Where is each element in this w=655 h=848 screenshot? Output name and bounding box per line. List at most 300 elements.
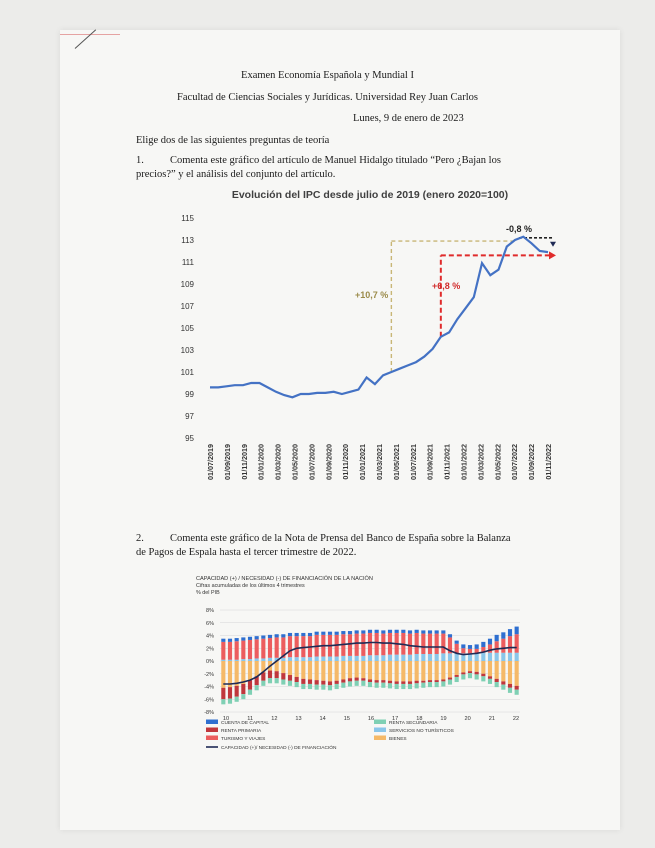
bde-bar-segment [481,674,485,677]
bde-bar-segment [495,661,499,679]
ipc-ytick-label: 99 [185,390,194,399]
bde-bar-segment [428,661,432,680]
ipc-series-line [210,237,548,398]
bde-bar-segment [381,683,385,688]
ipc-annotation-last: -0,8 % [506,224,533,234]
bde-bar-segment [295,682,299,687]
bde-bar-segment [348,656,352,661]
bde-bar-segment [448,634,452,637]
bde-bar-segment [301,633,305,636]
bde-bar-segment [455,675,459,677]
bde-bar-segment [341,661,345,679]
bde-bar-segment [381,630,385,633]
bde-bar-segment [488,676,492,679]
bde-bar-segment [428,630,432,633]
bde-legend-swatch [374,720,386,725]
bde-ytick-label: 6% [206,620,214,627]
bde-legend-label: RENTA SECUNDARIA [389,721,438,726]
bde-bar-segment [281,673,285,679]
bde-bar-segment [361,656,365,661]
bde-bar-segment [375,683,379,688]
bde-bar-segment [248,640,252,659]
bde-bar-segment [488,644,492,652]
bde-legend-swatch [206,736,218,741]
bde-xtick-label: 16 [367,716,375,722]
bde-bar-segment [255,685,259,690]
bde-bar-segment [441,661,445,679]
bde-bar-segment [241,659,245,661]
bde-bar-segment [401,630,405,633]
bde-bar-segment [375,630,379,633]
bde-bar-segment [401,684,405,689]
bde-bar-segment [401,655,405,661]
bde-bar-segment [275,637,279,657]
bde-ytick-label: -8% [204,710,214,716]
ipc-xtick-label: 01/05/2022 [493,444,503,480]
question-1-line1: Comenta este gráfico del artículo de Manuel Hidalgo titulado “Pero ¿Bajan los [170,155,501,166]
ipc-annotation-since: +6,8 % [432,281,461,291]
bde-bar-segment [501,685,505,690]
bde-bar-segment [335,684,339,689]
bde-bar-segment [495,653,499,661]
bde-chart-ylabel: % del PIB [196,590,220,596]
ipc-xtick-label: 01/11/2019 [239,444,249,480]
bde-bar-segment [435,682,439,687]
ipc-xtick-label: 01/11/2021 [442,444,452,480]
ipc-annotation-total: +10,7 % [355,290,389,300]
bde-bar-segment [375,633,379,655]
bde-bar-segment [395,630,399,633]
bde-bar-segment [475,672,479,675]
bde-bar-segment [435,630,439,633]
bde-bar-segment [488,679,492,684]
bde-bar-segment [235,661,239,686]
ipc-ytick-label: 113 [181,236,194,245]
bde-bar-segment [221,642,225,660]
bde-ytick-label: -4% [204,684,214,691]
bde-bar-segment [328,681,332,685]
bde-bar-segment [268,658,272,661]
bde-bar-segment [368,661,372,679]
bde-bar-segment [515,634,519,652]
bde-bar-segment [368,655,372,661]
bde-bar-segment [415,630,419,633]
bde-ytick-label: 0% [206,659,214,665]
bde-bar-segment [261,639,265,659]
bde-bar-segment [281,679,285,684]
bde-bar-segment [421,634,425,654]
bde-bar-segment [515,627,519,635]
ipc-ytick-label: 111 [181,258,194,267]
bde-bar-segment [381,634,385,656]
bde-bar-segment [335,681,339,684]
bde-bar-segment [295,661,299,677]
bde-bar-segment [248,637,252,640]
bde-bar-segment [235,686,239,697]
bde-bar-segment [428,680,432,682]
bde-bar-segment [375,661,379,680]
bde-bar-segment [448,679,452,684]
bde-bar-segment [248,661,252,680]
bde-bar-segment [228,642,232,660]
bde-bar-segment [395,681,399,684]
bde-bar-segment [441,679,445,681]
bde-bar-segment [388,681,392,684]
bde-bar-segment [301,679,305,684]
bde-bar-segment [428,654,432,661]
bde-bar-segment [261,636,265,639]
bde-bar-segment [281,658,285,661]
bde-xtick-label: 17 [392,716,399,722]
bde-xtick-label: 20 [464,716,471,722]
ipc-xtick-label: 01/05/2021 [391,444,401,480]
bde-bar-segment [301,684,305,689]
bde-xtick-label: 19 [440,716,447,722]
bde-bar-segment [295,677,299,682]
bde-bar-segment [308,657,312,661]
bde-bar-segment [508,661,512,684]
ipc-xtick-label: 01/03/2020 [273,444,283,480]
bde-xtick-label: 18 [416,716,423,722]
bde-bar-segment [255,658,259,661]
bde-xtick-label: 22 [512,716,520,722]
bde-bar-segment [348,681,352,686]
bde-bar-segment [228,687,232,698]
bde-bar-segment [388,655,392,661]
bde-bar-segment [488,661,492,676]
ipc-chart-title: Evolución del IPC desde julio de 2019 (enero 2020=100) [231,189,509,201]
bde-bar-segment [515,690,519,695]
bde-bar-segment [481,661,485,674]
bde-bar-segment [441,653,445,661]
bde-bar-segment [301,661,305,679]
bde-legend-label: BIENES [389,737,407,742]
ipc-xtick-label: 01/09/2022 [527,444,537,480]
question-2-line1: Comenta este gráfico de la Nota de Prensa del Banco de España sobre la Balanza [170,533,511,544]
bde-bar-segment [288,681,292,686]
bde-bar-segment [268,638,272,658]
bde-bar-segment [435,654,439,661]
ipc-xtick-label: 01/03/2021 [375,444,384,480]
bde-bar-segment [428,682,432,687]
bde-bar-segment [301,657,305,661]
bde-bar-segment [348,634,352,656]
bde-bar-segment [235,697,239,702]
bde-bar-segment [435,661,439,680]
bde-bar-segment [281,661,285,673]
ipc-ytick-label: 105 [180,324,194,333]
ipc-ytick-label: 109 [180,280,194,289]
bde-bar-segment [415,654,419,661]
bde-bar-segment [461,661,465,672]
bde-legend-swatch [374,736,386,741]
bde-bar-segment [355,681,359,686]
bde-bar-segment [415,633,419,654]
bde-bar-segment [275,678,279,683]
bde-legend-label: TURISMO Y VIAJES [221,737,266,742]
bde-bar-segment [275,671,279,678]
ipc-xtick-label: 01/03/2022 [476,444,486,480]
bde-bar-segment [421,681,425,683]
bde-bar-segment [435,634,439,654]
bde-xtick-label: 14 [319,716,326,722]
bde-bar-segment [395,655,399,661]
ipc-xtick-label: 01/09/2021 [425,444,435,480]
bde-bar-segment [321,681,325,685]
bde-bar-segment [468,661,472,671]
bde-bar-segment [468,671,472,673]
bde-bar-segment [508,684,512,688]
bde-bar-segment [315,685,319,690]
bde-bar-segment [355,656,359,661]
instructions: Elige dos de las siguientes preguntas de teoría [136,135,330,146]
bde-bar-segment [315,680,319,684]
bde-legend-label: SERVICIOS NO TURÍSTICOS [389,729,454,734]
bde-bar-segment [248,680,252,690]
bde-bar-segment [415,661,419,681]
bde-bar-segment [508,636,512,653]
ipc-xtick-label: 01/07/2019 [206,444,215,480]
bde-bar-segment [408,634,412,655]
bde-bar-segment [515,653,519,661]
ipc-xtick-label: 01/07/2022 [510,444,520,480]
bde-bar-segment [221,688,225,699]
ipc-ytick-label: 107 [180,302,194,311]
bde-bar-segment [301,636,305,657]
bde-bar-segment [381,655,385,661]
ipc-xtick-label: 01/05/2020 [290,444,300,480]
bde-bar-segment [308,684,312,689]
bde-bar-segment [515,686,519,690]
bde-bar-segment [388,630,392,633]
bde-xtick-label: 21 [488,716,495,722]
bde-bar-segment [255,661,259,676]
bde-bar-segment [221,699,225,704]
bde-bar-segment [361,661,365,678]
bde-bar-segment [421,654,425,661]
bde-bar-segment [341,656,345,661]
bde-bar-segment [455,677,459,682]
bde-bar-segment [408,655,412,661]
bde-bar-segment [501,681,505,684]
bde-bar-segment [415,681,419,684]
bde-xtick-label: 11 [247,716,254,722]
bde-bar-segment [348,661,352,678]
bde-ytick-label: -6% [204,697,214,704]
bde-bar-segment [241,637,245,640]
bde-legend-label: CUENTA DE CAPITAL [221,721,270,726]
bde-bar-segment [248,659,252,661]
bde-bar-segment [481,642,485,647]
bde-bar-segment [501,661,505,681]
bde-bar-segment [288,633,292,636]
bde-bar-segment [241,661,245,684]
bde-bar-segment [355,630,359,633]
bde-bar-segment [421,661,425,681]
bde-bar-segment [441,634,445,654]
bde-bar-segment [288,675,292,681]
ipc-xtick-label: 01/09/2020 [324,444,334,480]
ipc-xtick-label: 01/01/2021 [358,444,368,480]
bde-bar-segment [375,655,379,661]
ipc-xtick-label: 01/01/2020 [256,444,266,480]
bde-bar-segment [261,681,265,686]
bde-bar-segment [255,639,259,658]
bde-xtick-label: 10 [222,716,230,722]
bde-bar-segment [455,641,459,644]
bde-bar-segment [408,661,412,681]
question-2-line2: de Pagos de Espala hasta el tercer trimestre de 2022. [136,547,357,558]
bde-bar-segment [328,685,332,690]
bde-bar-segment [495,635,499,641]
bde-bar-segment [341,683,345,688]
bde-bar-segment [241,684,245,694]
bde-bar-segment [288,657,292,661]
bde-bar-segment [361,681,365,686]
bde-bar-segment [508,653,512,661]
bde-bar-segment [315,661,319,680]
bde-bar-segment [501,653,505,661]
bde-bar-segment [401,681,405,684]
bde-bar-segment [275,634,279,637]
bde-bar-segment [235,641,239,659]
bde-ytick-label: -2% [204,671,214,678]
bde-bar-segment [381,661,385,680]
bde-balance-chart [190,572,530,768]
bde-ytick-label: 2% [206,646,214,653]
bde-bar-segment [255,636,259,639]
bde-bar-segment [335,657,339,661]
bde-bar-segment [461,648,465,653]
bde-bar-segment [408,684,412,689]
bde-ytick-label: 4% [206,633,214,640]
bde-bar-segment [288,661,292,675]
bde-bar-segment [508,629,512,636]
question-1-line2: precios?” y el análisis del conjunto del artículo. [136,169,336,180]
ipc-ytick-label: 103 [180,346,194,355]
bde-bar-segment [328,661,332,681]
bde-bar-segment [381,680,385,683]
bde-bar-segment [421,630,425,633]
bde-bar-segment [388,683,392,688]
bde-bar-segment [375,680,379,683]
bde-chart-subtitle: Cifras acumuladas de los últimos 4 trimestres [196,583,305,589]
bde-bar-segment [401,661,405,681]
ipc-ytick-label: 95 [185,434,194,443]
bde-bar-segment [241,694,245,699]
faculty-line: Facultad de Ciencias Sociales y Jurídicas. Universidad Rey Juan Carlos [177,92,478,103]
bde-bar-segment [348,631,352,634]
bde-bar-segment [321,632,325,635]
bde-bar-segment [448,678,452,680]
bde-bar-segment [508,688,512,693]
bde-bar-segment [235,638,239,641]
bde-legend-label: RENTA PRIMARIA [221,729,262,734]
bde-legend-swatch [206,720,218,725]
bde-bar-segment [435,680,439,682]
bde-bar-segment [355,661,359,678]
bde-bar-segment [308,661,312,679]
bde-bar-segment [228,660,232,661]
question-1-number: 1. [136,155,144,166]
bde-bar-segment [335,632,339,635]
ipc-ytick-label: 97 [185,412,194,421]
bde-bar-segment [415,683,419,688]
bde-bar-segment [388,661,392,681]
ipc-line-chart [160,182,560,502]
bde-bar-segment [461,674,465,679]
exam-title: Examen Economía Española y Mundial I [241,70,414,81]
bde-bar-segment [261,658,265,661]
bde-chart-title: CAPACIDAD (+) / NECESIDAD (-) DE FINANCIACIÓN DE LA NACIÓN [196,576,373,582]
bde-bar-segment [321,657,325,661]
bde-bar-segment [348,678,352,681]
bde-bar-segment [355,634,359,656]
bde-bar-segment [441,630,445,633]
bde-bar-segment [221,639,225,642]
bde-bar-segment [281,634,285,637]
bde-bar-segment [315,632,319,635]
bde-bar-segment [428,634,432,654]
bde-bar-segment [368,679,372,682]
ipc-xtick-label: 01/09/2019 [222,444,232,480]
bde-bar-segment [268,678,272,683]
bde-bar-segment [328,657,332,661]
bde-bar-segment [475,674,479,679]
ipc-xtick-label: 01/01/2022 [459,444,469,480]
bde-bar-segment [308,633,312,636]
bde-bar-segment [248,690,252,695]
bde-bar-segment [288,636,292,657]
bde-bar-segment [421,683,425,688]
bde-bar-segment [461,672,465,674]
bde-bar-segment [495,641,499,652]
ipc-ytick-label: 101 [180,368,194,377]
bde-bar-segment [495,682,499,687]
bde-xtick-label: 12 [271,716,278,722]
bde-bar-segment [368,633,372,655]
bde-bar-segment [475,653,479,661]
bde-xtick-label: 15 [343,716,350,722]
bde-bar-segment [495,679,499,682]
ipc-xtick-label: 01/07/2020 [307,444,317,480]
bde-bar-segment [488,653,492,661]
bde-bar-segment [501,639,505,653]
ipc-ytick-label: 115 [181,214,194,223]
bde-bar-segment [501,632,505,638]
bde-bar-segment [308,679,312,683]
ipc-xtick-label: 01/07/2021 [408,444,418,480]
bde-bar-segment [368,682,372,687]
bde-bar-segment [395,661,399,681]
bde-bar-segment [408,630,412,633]
bde-bar-segment [361,678,365,681]
bde-bar-segment [241,641,245,659]
bde-bar-segment [315,657,319,661]
bde-bar-segment [295,633,299,636]
bde-bar-segment [328,632,332,635]
bde-bar-segment [295,636,299,657]
bde-bar-segment [228,639,232,642]
bde-bar-segment [461,644,465,648]
bde-bar-segment [448,661,452,678]
bde-bar-segment [475,661,479,672]
bde-legend-label: CAPACIDAD (+)/ NECESIDAD (-) DE FINANCIACIÓN [221,746,337,751]
bde-bar-segment [448,653,452,661]
bde-bar-segment [235,660,239,661]
bde-bar-segment [481,653,485,661]
bde-bar-segment [268,635,272,638]
